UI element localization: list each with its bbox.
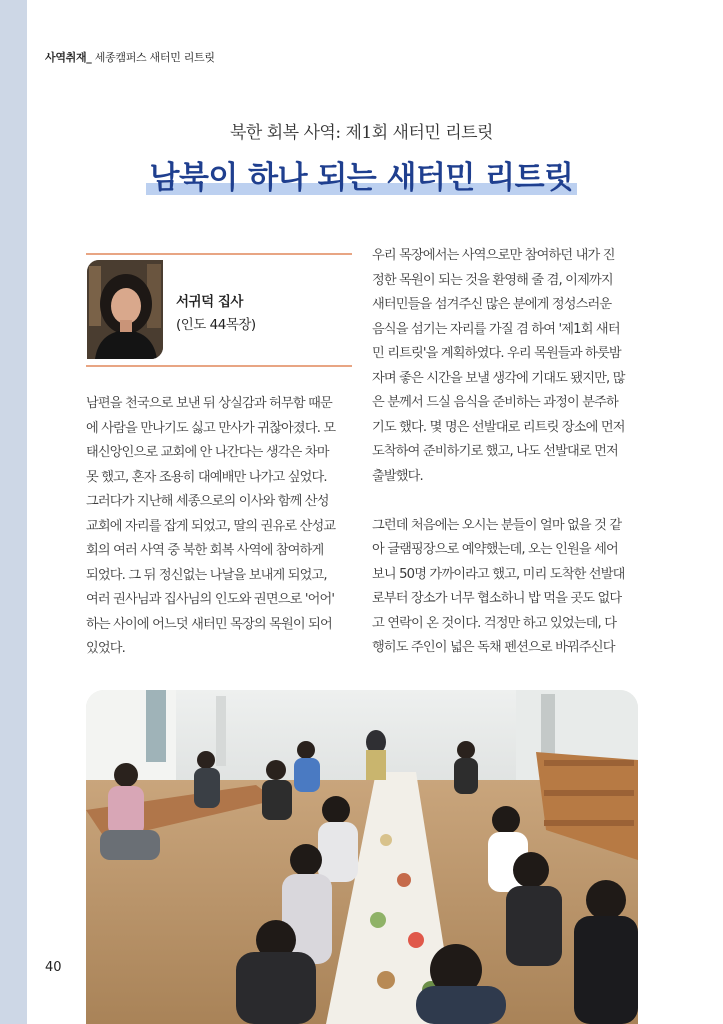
author-portrait (87, 260, 163, 359)
body-line: 민 리트릿'을 계획하였다. 우리 목원들과 하룻밤 (372, 346, 621, 361)
body-line: 있었다. (86, 641, 126, 656)
article-subtitle: 북한 회복 사역: 제1회 새터민 리트릿 (230, 123, 493, 143)
body-line: 보니 50명 가까이라고 했고, 미리 도착한 선발대 (372, 566, 625, 582)
body-line: 은 분께서 드실 음식을 준비하는 과정이 분주하 (372, 395, 618, 410)
section-title: 세종캠퍼스 새터민 리트릿 (91, 51, 215, 64)
body-line: 고 연락이 온 것이다. 걱정만 하고 있었는데, 다 (372, 615, 617, 631)
paragraph-gap (372, 489, 640, 514)
section-label: 사역취재_ (45, 51, 92, 64)
body-line: 에 사람을 만나기도 싫고 만사가 귀찮아졌다. 모 (86, 420, 336, 436)
body-line: 못 했고, 혼자 조용히 대예배만 나가고 싶었다. (86, 469, 327, 485)
body-line: 기도 했다. 몇 명은 선발대로 리트릿 장소에 먼저 (372, 419, 625, 435)
body-line: 자며 좋은 시간을 보낼 생각에 기대도 됐지만, 많 (372, 370, 625, 386)
article-title-wrap (0, 158, 723, 198)
body-line: 행히도 주인이 넓은 독채 펜션으로 바꿔주신다 (372, 640, 615, 655)
article-title: 남북이 하나 되는 새터민 리트릿 (146, 158, 578, 198)
body-line: 태신앙인으로 교회에 안 나간다는 생각은 차마 (86, 445, 329, 460)
body-line: 교회에 자리를 잡게 되었고, 딸의 권유로 산성교 (86, 518, 336, 534)
body-line: 출발했다. (372, 468, 423, 484)
body-line: 우리 목장에서는 사역으로만 참여하던 내가 진 (372, 248, 615, 263)
body-line: 하는 사이에 어느덧 새터민 목장의 목원이 되어 (86, 616, 332, 632)
author-info: (인도 44목장) (176, 317, 256, 333)
body-line: 그러다가 지난해 세종으로의 이사와 함께 산성 (86, 494, 329, 509)
body-line: 남편을 천국으로 보낸 뒤 상실감과 허무함 때문 (86, 396, 332, 411)
body-line: 새터민들을 섬겨주신 많은 분에게 정성스러운 (372, 297, 612, 312)
body-line: 회의 여러 사역 중 북한 회복 사역에 참여하게 (86, 543, 324, 558)
body-line: 로부터 장소가 너무 협소하니 밥 먹을 곳도 없다 (372, 591, 622, 606)
body-line: 여러 권사님과 집사님의 인도와 권면으로 '어어' (86, 592, 335, 607)
author-name: 서귀덕 집사 (176, 294, 243, 310)
body-line: 정한 목원이 되는 것을 환영해 줄 겸, 이제까지 (372, 272, 613, 288)
side-bar (0, 0, 27, 1024)
page-number: 40 (45, 960, 62, 975)
author-box-top-rule (86, 253, 352, 255)
body-line: 그런데 처음에는 오시는 분들이 얼마 없을 것 같 (372, 517, 622, 533)
body-line: 아 글램핑장으로 예약했는데, 오는 인원을 세어 (372, 542, 618, 557)
retreat-photo (86, 690, 638, 1024)
body-line: 도착하여 준비하기로 했고, 나도 선발대로 먼저 (372, 444, 618, 459)
body-column-left (86, 392, 354, 662)
body-column-right (372, 244, 640, 661)
body-line: 되었다. 그 뒤 정신없는 나날을 보내게 되었고, (86, 567, 327, 583)
author-box-bottom-rule (86, 365, 352, 367)
section-header (45, 49, 215, 65)
body-line: 음식을 섬기는 자리를 가질 겸 하여 '제1회 새터 (372, 321, 620, 337)
